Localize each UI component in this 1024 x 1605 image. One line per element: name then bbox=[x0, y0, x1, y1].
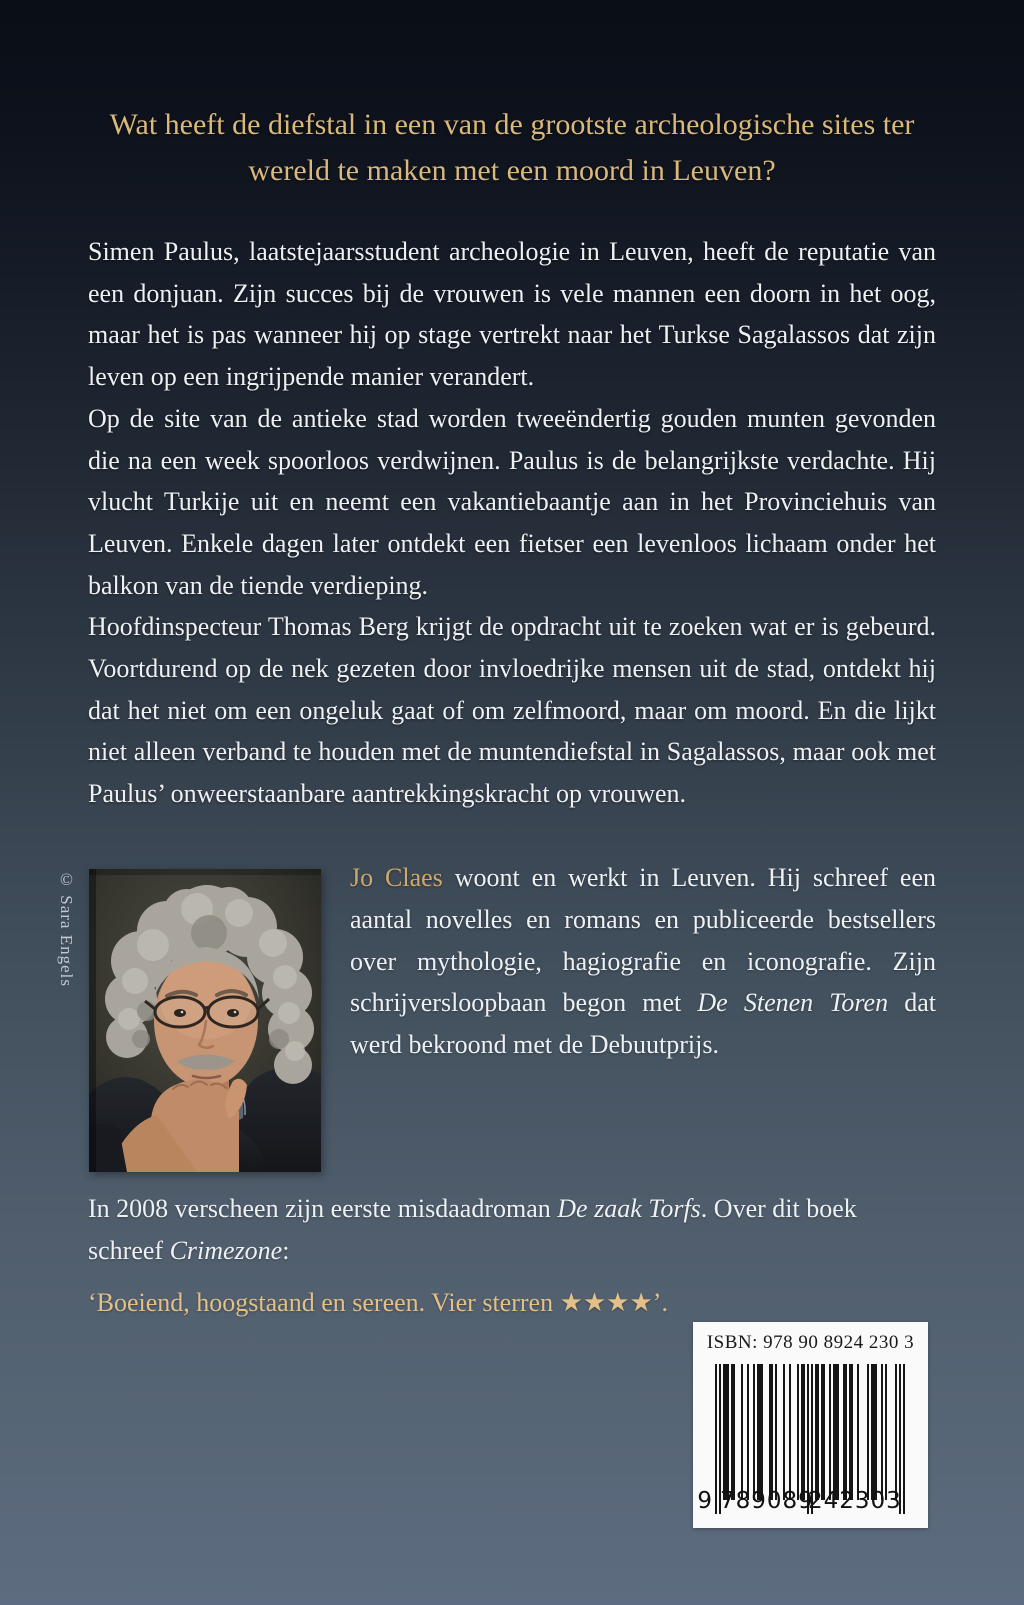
tagline bbox=[0, 102, 1024, 194]
author-bio: Jo Claes woont en werkt in Leuven. Hij schreef een aantal novelles en romans en publiceerde bestsellers over mythologie, hagiografie en iconografie. Zijn schrijversloopbaan begon met De Stenen Toren dat werd bekroond met de Debuutprijs. bbox=[350, 863, 936, 1060]
review-quote: ‘Boeiend, hoogstaand en sereen. Vier sterren ★★★★’. bbox=[88, 1287, 668, 1317]
synopsis-paragraph-3: Hoofdinspecteur Thomas Berg krijgt de opdracht uit te zoeken wat er is gebeurd. Voortdurend op de nek gezeten door invloedrijke mensen uit de stad, ontdekt hij dat het niet om een ongeluk gaat of om zelfmoord, maar om moord. En die lijkt niet alleen verband te houden met de muntendiefstal in Sagalassos, maar ook met Paulus’ onweerstaanbare aantrekkingskracht op vrouwen. bbox=[88, 612, 936, 809]
author-photo-illustration bbox=[89, 869, 321, 1172]
isbn-barcode bbox=[693, 1322, 928, 1528]
publication-note-block bbox=[88, 1188, 936, 1323]
author-photo bbox=[89, 869, 321, 1172]
synopsis-paragraph-1: Simen Paulus, laatstejaarsstudent archeologie in Leuven, heeft de reputatie van een donjuan. Zijn succes bij de vrouwen is vele mannen een doorn in het oog, maar het is pas wanneer hij op stage vertrekt naar het Turkse Sagalassos dat zijn leven op een ingrijpende manier verandert. bbox=[88, 237, 936, 392]
synopsis-paragraph-2: Op de site van de antieke stad worden tweeëndertig gouden munten gevonden die na een week spoorloos verdwijnen. Paulus is de belangrijkste verdachte. Hij vlucht Turkije uit en neemt een vakantiebaantje aan in het Provinciehuis van Leuven. Enkele dagen later ontdekt een fietser een levenloos lichaam onder het balkon van de tiende verdieping. bbox=[88, 403, 936, 600]
barcode-digits-group2: 242303 bbox=[808, 1488, 902, 1514]
publication-note: In 2008 verscheen zijn eerste misdaadroman De zaak Torfs. Over dit boek schreef Crimezone: bbox=[88, 1194, 857, 1265]
barcode-digits-group1: 789089 bbox=[720, 1488, 814, 1514]
tagline-line-2: wereld te maken met een moord in Leuven? bbox=[248, 154, 776, 187]
tagline-line-1: Wat heeft de diefstal in een van de grootste archeologische sites ter bbox=[109, 108, 915, 141]
barcode-digit-left: 9 bbox=[697, 1488, 712, 1514]
photo-credit: © Sara Engels bbox=[57, 870, 76, 987]
isbn-label: ISBN: 978 90 8924 230 3 bbox=[706, 1332, 915, 1353]
synopsis bbox=[88, 231, 936, 815]
barcode-digits bbox=[693, 1488, 928, 1518]
